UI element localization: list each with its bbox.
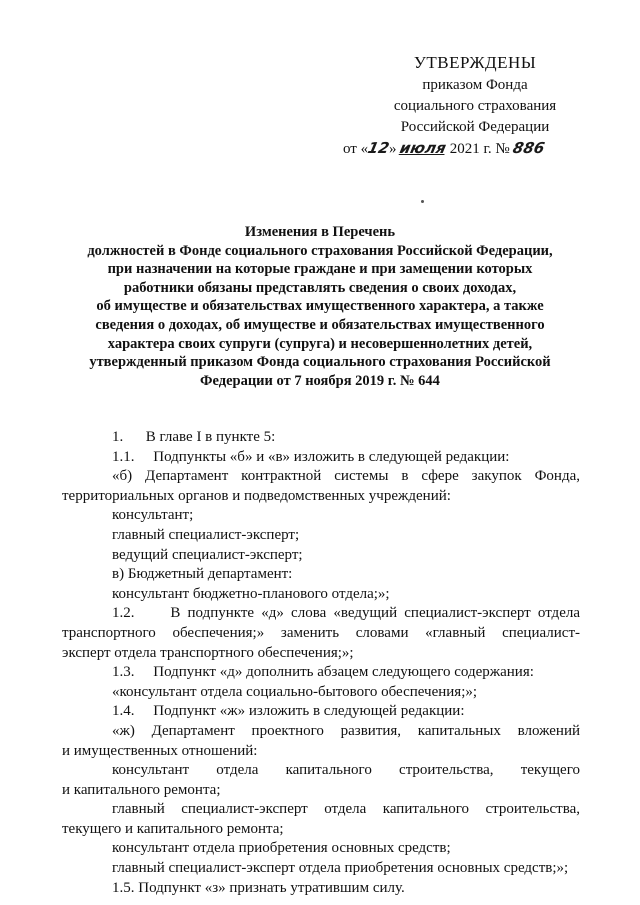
handwritten-month: июля (398, 139, 448, 157)
document-body (62, 428, 580, 898)
body-line: консультант бюджетно-планового отдела;»; (112, 585, 390, 602)
body-line: 1.3. Подпункт «д» дополнить абзацем следующего содержания: (112, 664, 534, 681)
body-line: ведущий специалист-эксперт; (112, 546, 303, 563)
title-line: Изменения в Перечень (244, 224, 396, 240)
title-line: сведения о доходах, об имуществе и обязательствах имущественного (95, 316, 545, 333)
scan-speck (421, 200, 424, 203)
year-and-number-label: 2021 г. № (449, 141, 510, 157)
body-line: главный специалист-эксперт; (112, 526, 300, 543)
title-line: об имуществе и обязательствах имущественного характера, а также (96, 298, 544, 315)
body-line: 1. В главе I в пункте 5: (112, 429, 276, 445)
date-prefix: от « (343, 141, 369, 157)
body-line: главный специалист-эксперт отдела приобретения основных средств;»; (112, 860, 569, 877)
approval-line-1: приказом Фонда (422, 77, 528, 93)
approval-line-2: социального страхования (393, 98, 557, 114)
body-line: транспортного обеспечения;» заменить словами «главный специалист- (62, 624, 580, 641)
body-line: 1.5. Подпункт «з» признать утратившим силу. (112, 879, 405, 896)
body-line: консультант; (112, 507, 194, 524)
handwritten-day: 12 (366, 139, 392, 157)
title-line: утвержденный приказом Фонда социального страхования Российской (89, 354, 551, 371)
title-line: работники обязаны представлять сведения о своих доходах, (123, 279, 517, 296)
body-line: 1.1. Подпункты «б» и «в» изложить в следующей редакции: (112, 448, 510, 465)
body-line: консультант отдела капитального строительства, текущего (112, 762, 580, 779)
approval-date-line (343, 138, 595, 160)
body-line: в) Бюджетный департамент: (112, 566, 293, 583)
document-title (70, 223, 570, 390)
title-line: характера своих супруги (супруга) и несовершеннолетних детей, (107, 335, 533, 352)
body-line: «б) Департамент контрактной системы в сфере закупок Фонда, (112, 468, 580, 485)
body-line: текущего и капитального ремонта; (62, 820, 284, 837)
date-close-quote: » (388, 141, 397, 157)
title-line: при назначении на которые граждане и при замещении которых (107, 261, 533, 278)
body-line: территориальных органов и подведомственных учреждений: (62, 487, 451, 504)
body-line: 1.2. В подпункте «д» слова «ведущий специалист-эксперт отдела (112, 605, 580, 622)
title-line: должностей в Фонде социального страхования Российской Федерации, (87, 242, 553, 259)
approval-block (343, 52, 595, 160)
approval-line-3: Российской Федерации (400, 119, 550, 135)
body-line: «консультант отдела социально-бытового обеспечения;»; (112, 683, 478, 700)
body-line: «ж) Департамент проектного развития, капитальных вложений (112, 722, 580, 739)
handwritten-order-number: 886 (511, 139, 547, 157)
title-line: Федерации от 7 ноября 2019 г. № 644 (200, 372, 440, 389)
body-line: эксперт отдела транспортного обеспечения;»; (62, 644, 354, 661)
body-line: главный специалист-эксперт отдела капитального строительства, (112, 801, 580, 818)
body-line: и имущественных отношений: (62, 742, 258, 759)
body-line: 1.4. Подпункт «ж» изложить в следующей редакции: (112, 703, 465, 720)
body-line: консультант отдела приобретения основных средств; (112, 840, 451, 857)
approval-heading: УТВЕРЖДЕНЫ (413, 53, 537, 72)
body-line: и капитального ремонта; (62, 781, 221, 798)
